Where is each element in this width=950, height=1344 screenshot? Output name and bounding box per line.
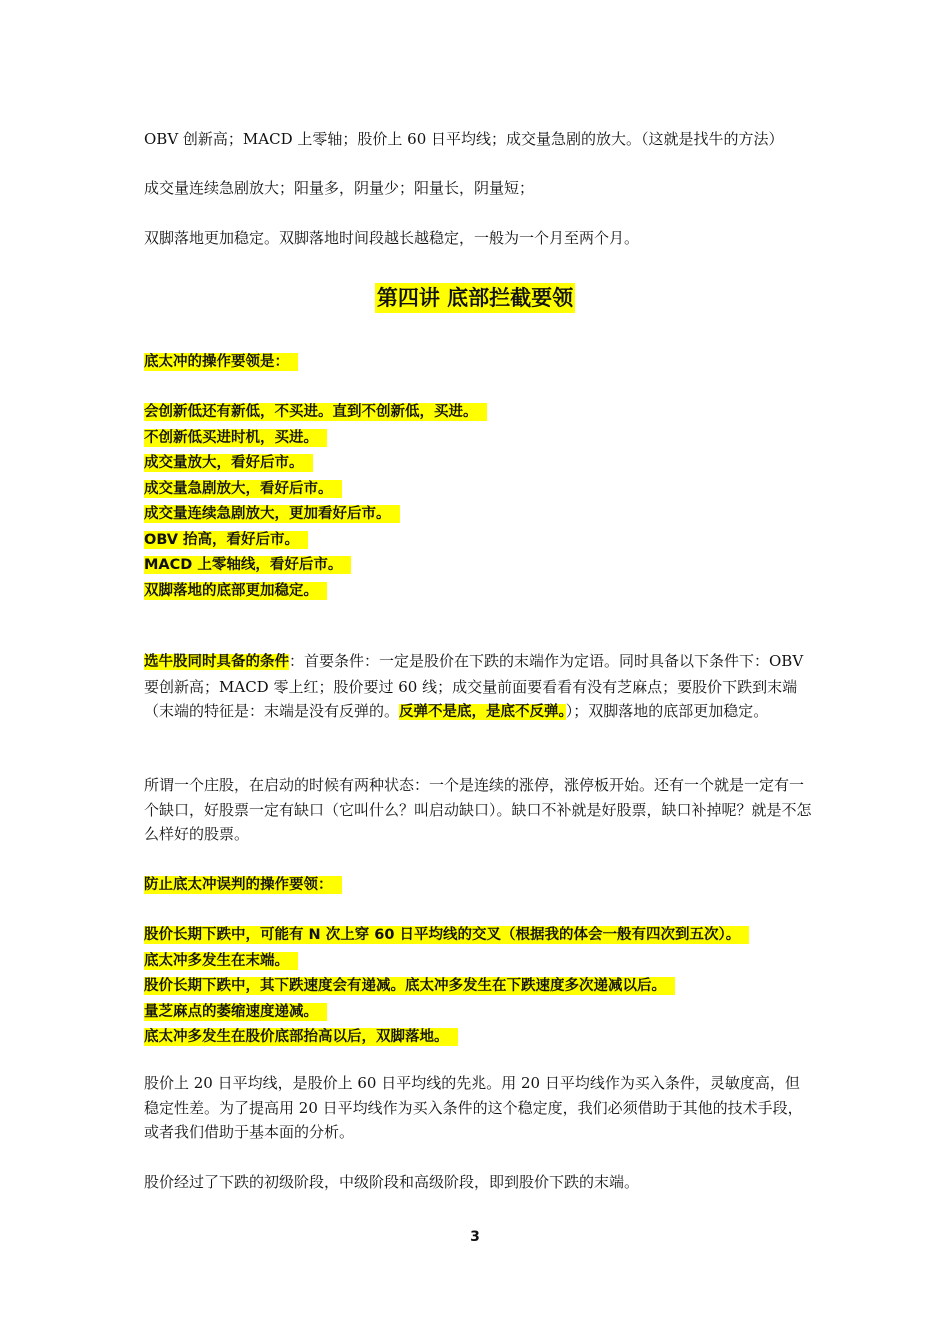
bull-stock-highlight: 反弹不是底，是底不反弹。 [399, 704, 566, 720]
list-item-text: 量芝麻点的萎缩速度递减。 [144, 1003, 327, 1021]
stages-paragraph: 股价经过了下跌的初级阶段，中级阶段和高级阶段，即到股价下跌的末端。 [144, 1173, 640, 1191]
list-item-text: 双脚落地的底部更加稳定。 [144, 582, 327, 600]
list-item-text: 底太冲多发生在末端。 [144, 952, 298, 970]
intro-paragraph-2: 成交量连续急剧放大；阳量多，阴量少；阳量长，阴量短； [144, 179, 535, 197]
section1-list [144, 399, 814, 603]
section2-title [144, 872, 814, 898]
ma20-paragraph: 股价上 20 日平均线，是股价上 60 日平均线的先兆。用 20 日平均线作为买入条件，灵敏度高，但稳定性差。为了提高用 20 日平均线作为买入条件的这个稳定度，我们必须借助于其他的技术手段，或者我们借助于基本面的分析。 [144, 1074, 803, 1141]
bull-stock-text-b: ）；双脚落地的底部更加稳定。 [565, 702, 769, 720]
bull-stock-paragraph [144, 649, 814, 725]
bull-stock-text-a: ：首要条件：一定是股价在下跌的末端作为定语。同时具备以下条件下：OBV 要创新高；MACD 零上红；股价要过 60 线；成交量前面要看看有没有芝麻点；要股价下跌到末端（末端的特征是：末端是没有反弹的。 [144, 652, 804, 720]
section1-title [144, 349, 814, 375]
list-item [144, 552, 814, 578]
section2-list [144, 922, 834, 1050]
list-item [144, 399, 814, 425]
list-item-text: 底太冲多发生在股价底部抬高以后，双脚落地。 [144, 1028, 458, 1046]
list-item-text: 股价长期下跌中，可能有 N 次上穿 60 日平均线的交叉（根据我的体会一般有四次到五次）。 [144, 926, 749, 944]
list-item [144, 450, 814, 476]
list-item [144, 578, 814, 604]
section2-title-text: 防止底太冲误判的操作要领： [144, 876, 342, 894]
list-item [144, 476, 814, 502]
lecture-heading-text: 第四讲 底部拦截要领 [375, 283, 575, 313]
intro-paragraph-1: OBV 创新高；MACD 上零轴；股价上 60 日平均线；成交量急剧的放大。（这就是找牛的方法） [144, 130, 784, 148]
list-item [144, 922, 834, 948]
intro-paragraph-3: 双脚落地更加稳定。双脚落地时间段越长越稳定，一般为一个月至两个月。 [144, 229, 640, 247]
list-item-text: 成交量放大，看好后市。 [144, 454, 313, 472]
list-item-text: 成交量急剧放大，看好后市。 [144, 480, 342, 498]
list-item [144, 425, 814, 451]
page-number: 3 [470, 1229, 480, 1245]
list-item [144, 527, 814, 553]
list-item-text: 不创新低买进时机，买进。 [144, 429, 327, 447]
list-item-text: 成交量连续急剧放大，更加看好后市。 [144, 505, 400, 523]
list-item [144, 501, 814, 527]
section1-title-text: 底太冲的操作要领是： [144, 353, 298, 371]
list-item-text: 股价长期下跌中，其下跌速度会有递减。底太冲多发生在下跌速度多次递减以后。 [144, 977, 675, 995]
lecture-heading [0, 282, 950, 314]
list-item-text: OBV 抬高，看好后市。 [144, 531, 308, 549]
zhuang-paragraph: 所谓一个庄股，在启动的时候有两种状态：一个是连续的涨停，涨停板开始。还有一个就是一定有一个缺口，好股票一定有缺口（它叫什么？叫启动缺口）。缺口不补就是好股票，缺口补掉呢？就是不怎么样好的股票。 [144, 776, 812, 843]
list-item-text: MACD 上零轴线，看好后市。 [144, 556, 351, 574]
list-item [144, 948, 834, 974]
list-item [144, 999, 834, 1025]
bull-stock-label: 选牛股同时具备的条件 [144, 654, 289, 670]
list-item [144, 973, 834, 999]
list-item [144, 1024, 834, 1050]
list-item-text: 会创新低还有新低，不买进。直到不创新低，买进。 [144, 403, 487, 421]
